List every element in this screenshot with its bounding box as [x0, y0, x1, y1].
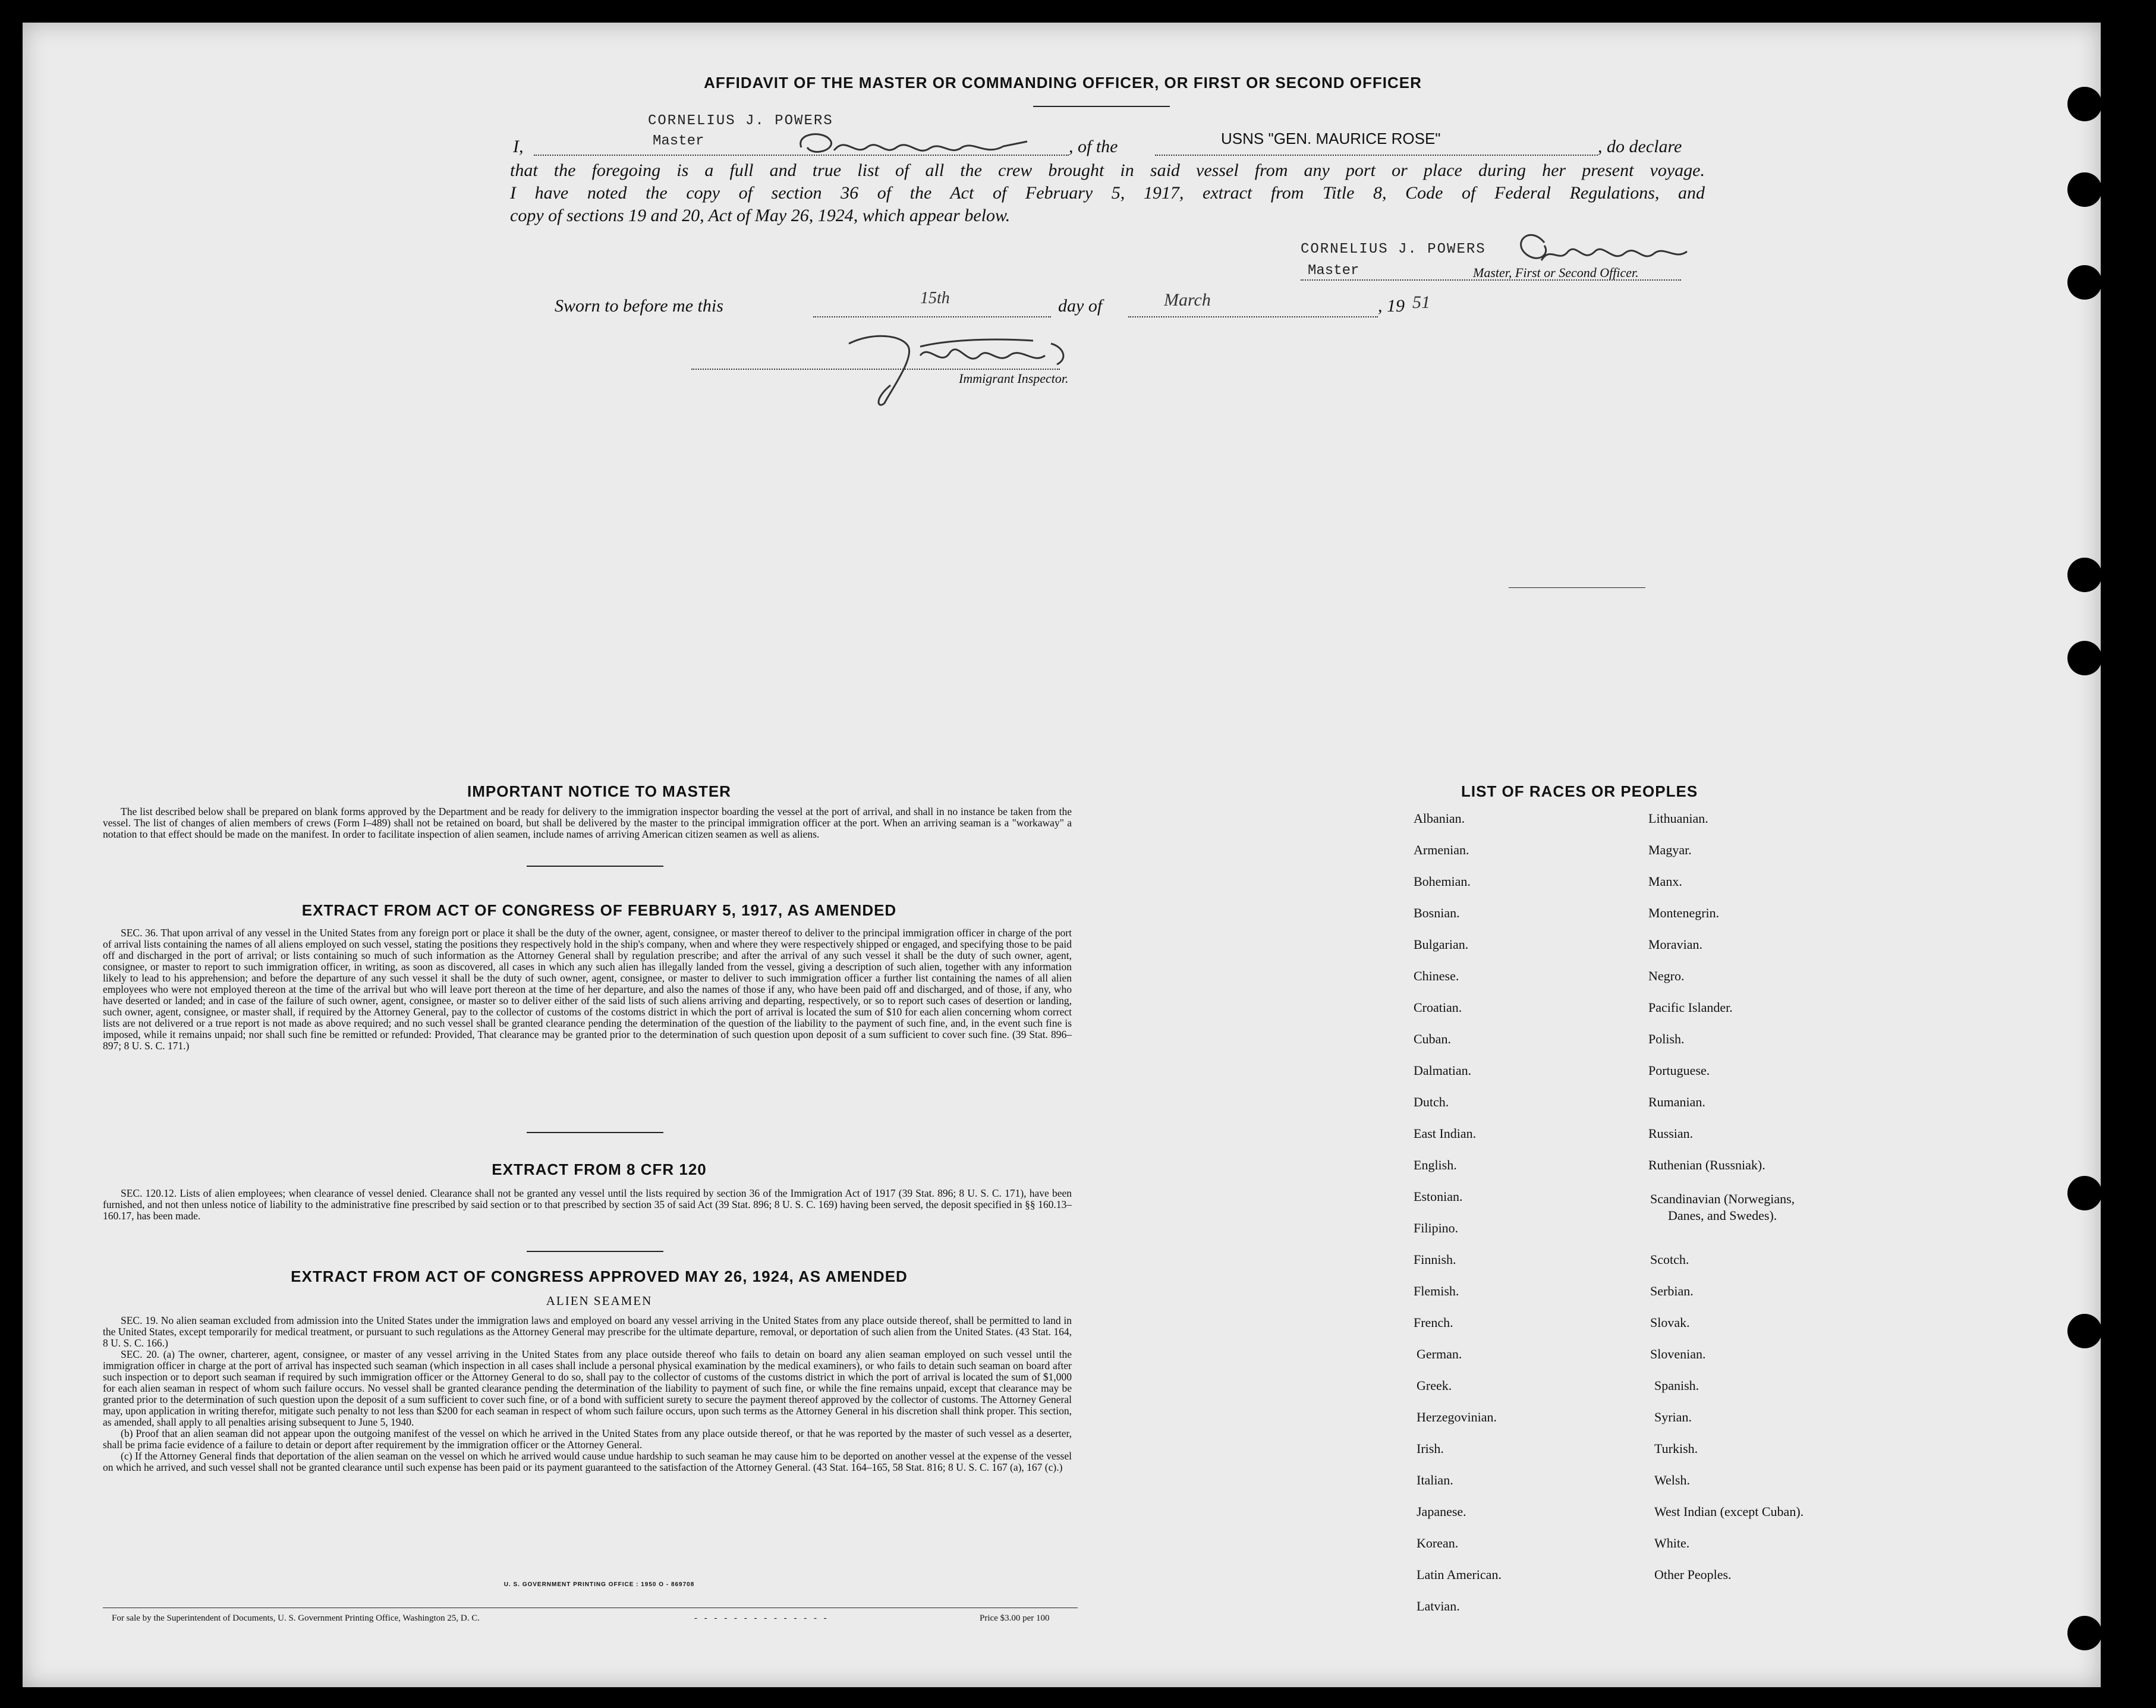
- extract3-title: EXTRACT FROM ACT OF CONGRESS APPROVED MAY 26, 1924, AS AMENDED: [291, 1267, 908, 1285]
- race-item: Syrian.: [1654, 1410, 1692, 1424]
- extract1-title: EXTRACT FROM ACT OF CONGRESS OF FEBRUARY 5, 1917, AS AMENDED: [301, 901, 897, 919]
- extract1-paragraph: SEC. 36. That upon arrival of any vessel in the United States from any foreign port or place it shall be the duty of the owner, agent, consignee, or master thereof to deliver to the principal immigration officer in charge of the port of arrival lists containing the names of all aliens employed on such vessel, stating the positions they respectively hold in the ship's company, when and where they were respectively shipped or engaged, and specifying those to be paid off and discharged in the port of arrival; or lists containing so much of such information as the Attorney General shall by regulation prescribe; and after the arrival of any such vessel it shall be the duty of such owner, agent, consignee, or master to report to such immigration officer, in writing, as soon as discovered, all cases in which any such alien has illegally landed from the vessel, giving a description of such alien, together with any information likely to lead to his apprehension; and before the departure of any such vessel it shall be the duty of such owner, agent, consignee, or master to deliver to such immigration officer a further list containing the names of all alien employees who were not employed thereon at the time of the arrival but who will leave port thereon at the time of her departure, and also the names of those if any, who have been paid off and discharged, and of those, if any, who have deserted or landed; and in case of the failure of such owner, agent, consignee, or master so to deliver either of the said lists of such aliens arriving and departing, respectively, or so to report such cases of desertion or landing, such owner, agent, consignee, or master shall, if required by the Attorney General, pay to the collector of customs of the costoms district in which the port of arrival is located the sum of $10 for each alien concerning whom correct lists are not delivered or a true report is not made as above required; and no such vessel shall be granted clearance pending the determination of the question of the liability to the payment of such fine, and, in the event such fine is imposed, while it remains unpaid; nor shall such fine be remitted or refunded: Provided, That clearance may be granted prior to the determination of such question upon deposit of a sum sufficient to cover such fine. (39 Stat. 896–897; 8 U. S. C. 171.): [103, 927, 1072, 1052]
- punch-hole: [2067, 641, 2101, 675]
- title-divider: [1033, 106, 1170, 107]
- race-item: Other Peoples.: [1654, 1567, 1732, 1582]
- race-item: English.: [1414, 1157, 1457, 1172]
- sworn-label: Sworn to before me this: [555, 296, 723, 316]
- extract2-paragraph: SEC. 120.12. Lists of alien employees; when clearance of vessel denied. Clearance shall not be granted any vessel until the lists required by section 36 of the Immigration Act of 1917 (39 Stat. 896; 8 U. S. C. 171), have been furnished, and not then unless notice of liability to the administrative fine prescribed by said section or to that prescribed by section 35 of said Act (39 Stat. 896; 8 U. S. C. 169) having been served, the deposit specified in §§ 160.13–160.17, has been made.: [103, 1187, 1072, 1222]
- affidavit-line-2: that the foregoing is a full and true list of all the crew brought in said vessel from any port or place during her present voyage.: [510, 161, 1705, 180]
- footer-left: For sale by the Superintendent of Documents, U. S. Government Printing Office, Washington 25, D. C.: [112, 1613, 480, 1623]
- race-item: Armenian.: [1414, 842, 1469, 857]
- race-item: Flemish.: [1414, 1284, 1459, 1298]
- printing-office: U. S. GOVERNMENT PRINTING OFFICE : 1950 O - 869708: [503, 1581, 695, 1588]
- race-item: Manx.: [1648, 874, 1682, 889]
- race-item: Scandinavian (Norwegians,: [1650, 1191, 1795, 1206]
- race-item: White.: [1654, 1536, 1690, 1550]
- race-item: Bulgarian.: [1414, 937, 1469, 952]
- race-item: Montenegrin.: [1648, 905, 1720, 920]
- race-item: Filipino.: [1414, 1221, 1459, 1235]
- race-item: Serbian.: [1650, 1284, 1694, 1298]
- race-item: Lithuanian.: [1648, 811, 1708, 826]
- races-title: LIST OF RACES OR PEOPLES: [1461, 782, 1698, 800]
- punch-hole: [2067, 87, 2101, 121]
- document-page: [23, 23, 2101, 1687]
- race-item: Irish.: [1417, 1441, 1444, 1456]
- extract3-subtitle: ALIEN SEAMEN: [546, 1294, 653, 1308]
- race-item: Slovak.: [1650, 1315, 1690, 1330]
- extract1-body: [103, 927, 1072, 1052]
- race-item: Rumanian.: [1648, 1094, 1705, 1109]
- notice-paragraph: The list described below shall be prepared on blank forms approved by the Department and be ready for delivery to the immigration inspector boarding the vessel at the port of arrival, and shall in no instance be taken from the vessel. The list of changes of alien members of crews (Form I–489) shall not be retained on board, but shall be delivered by the master to the principal immigration officer at the port. When an arriving seaman is a "workaway" a notation to that effect should be made on the manifest. In order to facilitate inspection of alien seamen, include names of arriving American citizen seamen as well as aliens.: [103, 806, 1072, 840]
- race-item: German.: [1417, 1347, 1462, 1361]
- extract2-title: EXTRACT FROM 8 CFR 120: [492, 1160, 707, 1178]
- affidavit-line-4: copy of sections 19 and 20, Act of May 26, 1924, which appear below.: [510, 206, 1011, 225]
- month-written: March: [1164, 290, 1211, 310]
- extract2-divider: [527, 1251, 663, 1252]
- extract3-paragraph-4: (c) If the Attorney General finds that deportation of the alien seaman on the vessel on which he arrived would cause undue hardship to such seaman he may cause him to be deported on another vessel at the expense of the vessel on which he arrived, and such vessel shall not be granted clearance until such expense has been paid or its payment guaranteed to the satisfaction of the Attorney General. (43 Stat. 164–165, 58 Stat. 816; 8 U. S. C. 167 (a), 167 (c).): [103, 1450, 1072, 1473]
- notice-title: IMPORTANT NOTICE TO MASTER: [467, 782, 731, 800]
- extract1-divider: [527, 1132, 663, 1133]
- race-item: Korean.: [1417, 1536, 1459, 1550]
- punch-hole: [2067, 1314, 2101, 1348]
- inspector-line: [691, 369, 1060, 370]
- race-item: French.: [1414, 1315, 1453, 1330]
- race-item: West Indian (except Cuban).: [1654, 1504, 1804, 1519]
- day-of-label: day of: [1058, 296, 1103, 316]
- notice-divider: [527, 866, 663, 867]
- race-item: Danes, and Swedes).: [1668, 1208, 1777, 1223]
- race-item: Slovenian.: [1650, 1347, 1706, 1361]
- race-item: Ruthenian (Russniak).: [1648, 1157, 1765, 1172]
- race-item: Pacific Islander.: [1648, 1000, 1733, 1015]
- day-written: 15th: [920, 289, 950, 307]
- sig-caption: Master, First or Second Officer.: [1473, 265, 1639, 280]
- affidavit-title: AFFIDAVIT OF THE MASTER OR COMMANDING OFFICER, OR FIRST OR SECOND OFFICER: [704, 74, 1422, 92]
- extract3-body: [103, 1315, 1072, 1473]
- of-the-label: , of the: [1069, 137, 1118, 156]
- punch-hole: [2067, 1616, 2101, 1650]
- extract3-paragraph-1: SEC. 19. No alien seaman excluded from admission into the United States under the immigration laws and employed on board any vessel arriving in the United States from any place outside thereof, shall be permitted to land in the United States, except temporarily for medical treatment, or pursuant to such regulations as the Attorney General may prescribe for the ultimate departure, removal, or deportation of such alien from the United States. (43 Stat. 164, 8 U. S. C. 166.): [103, 1314, 1072, 1349]
- punch-hole: [2067, 172, 2101, 207]
- race-item: Dalmatian.: [1414, 1063, 1472, 1078]
- typed-name: CORNELIUS J. POWERS: [648, 113, 833, 129]
- race-item: Chinese.: [1414, 968, 1459, 983]
- vessel-line: [1155, 155, 1598, 156]
- race-item: Turkish.: [1654, 1441, 1698, 1456]
- race-item: Japanese.: [1417, 1504, 1466, 1519]
- punch-hole: [2067, 1176, 2101, 1210]
- do-declare-label: , do declare: [1598, 137, 1682, 156]
- month-line: [1128, 316, 1378, 317]
- race-item: Russian.: [1648, 1126, 1694, 1141]
- punch-hole: [2067, 265, 2101, 300]
- race-item: Polish.: [1648, 1031, 1685, 1046]
- sig-typed-rank: Master: [1308, 263, 1359, 279]
- extract3-paragraph-2: SEC. 20. (a) The owner, charterer, agent, consignee, or master of any vessel arriving in the United States from any place outside thereof who fails to detain on board any alien seaman employed on such vessel until the immigration officer in charge at the port of arrival has inspected such seaman (which inspection in all cases shall include a personal physical examination by the medical examiners), or who fails to detain such seaman on board after such inspection or to deport such seaman if required by such immigration officer or the Attorney General to do so, shall pay to the collector of customs of the customs district in which the port of arrival is located the sum of $1,000 for each alien seaman in respect of whom such failure occurs. No vessel shall be granted clearance pending the determination of the liability to payment of such fine, or while the fine remains unpaid, except that clearance may be granted prior to the determination of such question upon the deposit of a sum sufficient to cover such fine, or of a bond with sufficient surety to secure the payment thereof approved by the collector of customs. The Attorney General may, upon application in writing therefor, mitigate such penalty to not less than $200 for each seaman in respect of whom such failure occurs, upon such terms as the Attorney General in his discretion shall think proper. This section, as amended, shall apply to all penalties arising subsequent to June 5, 1940.: [103, 1348, 1072, 1428]
- vessel-name: USNS "GEN. MAURICE ROSE": [1221, 130, 1441, 147]
- race-item: Cuban.: [1414, 1031, 1451, 1046]
- race-item: Estonian.: [1414, 1189, 1463, 1204]
- race-item: Bosnian.: [1414, 905, 1460, 920]
- race-item: Herzegovinian.: [1417, 1410, 1497, 1424]
- typed-rank: Master: [653, 133, 704, 149]
- year-prefix: , 19: [1378, 296, 1405, 316]
- race-item: Spanish.: [1654, 1378, 1699, 1393]
- extract3-paragraph-3: (b) Proof that an alien seaman did not appear upon the outgoing manifest of the vessel on which he arrived in the United States from any place outside thereof, or that he was reported by the master of such vessel as a deserter, shall be prima facie evidence of a failure to detain or deport after requirement by the immigration officer or the Attorney General.: [103, 1427, 1072, 1451]
- race-item: Latvian.: [1417, 1599, 1460, 1613]
- affidavit-line-3: I have noted the copy of section 36 of the Act of February 5, 1917, extract from Title 8, Code of Federal Regulations, and: [510, 183, 1705, 203]
- notice-body: [103, 806, 1072, 840]
- race-item: Portuguese.: [1648, 1063, 1710, 1078]
- affidavit-i: I,: [513, 137, 524, 156]
- race-item: Italian.: [1417, 1473, 1453, 1487]
- footer-right: Price $3.00 per 100: [980, 1613, 1050, 1623]
- race-item: Magyar.: [1648, 842, 1692, 857]
- race-item: East Indian.: [1414, 1126, 1477, 1141]
- section-divider: [1509, 587, 1645, 588]
- punch-hole: [2067, 558, 2101, 592]
- race-item: Croatian.: [1414, 1000, 1462, 1015]
- year-written: 51: [1412, 292, 1430, 312]
- race-item: Negro.: [1648, 968, 1685, 983]
- race-item: Finnish.: [1414, 1252, 1456, 1267]
- race-item: Dutch.: [1414, 1094, 1449, 1109]
- race-item: Moravian.: [1648, 937, 1703, 952]
- footer-dashes: - - - - - - - - - - - - - -: [694, 1613, 829, 1623]
- race-item: Latin American.: [1417, 1567, 1502, 1582]
- inspector-signature: [837, 320, 1099, 409]
- race-item: Welsh.: [1654, 1473, 1690, 1487]
- race-item: Bohemian.: [1414, 874, 1471, 889]
- inspector-caption: Immigrant Inspector.: [959, 371, 1069, 386]
- extract2-body: [103, 1188, 1072, 1222]
- master-signature-1: [789, 124, 1087, 165]
- day-line: [813, 316, 1051, 317]
- sig-typed-name: CORNELIUS J. POWERS: [1301, 241, 1486, 257]
- race-item: Greek.: [1417, 1378, 1452, 1393]
- race-item: Albanian.: [1414, 811, 1465, 826]
- race-item: Scotch.: [1650, 1252, 1689, 1267]
